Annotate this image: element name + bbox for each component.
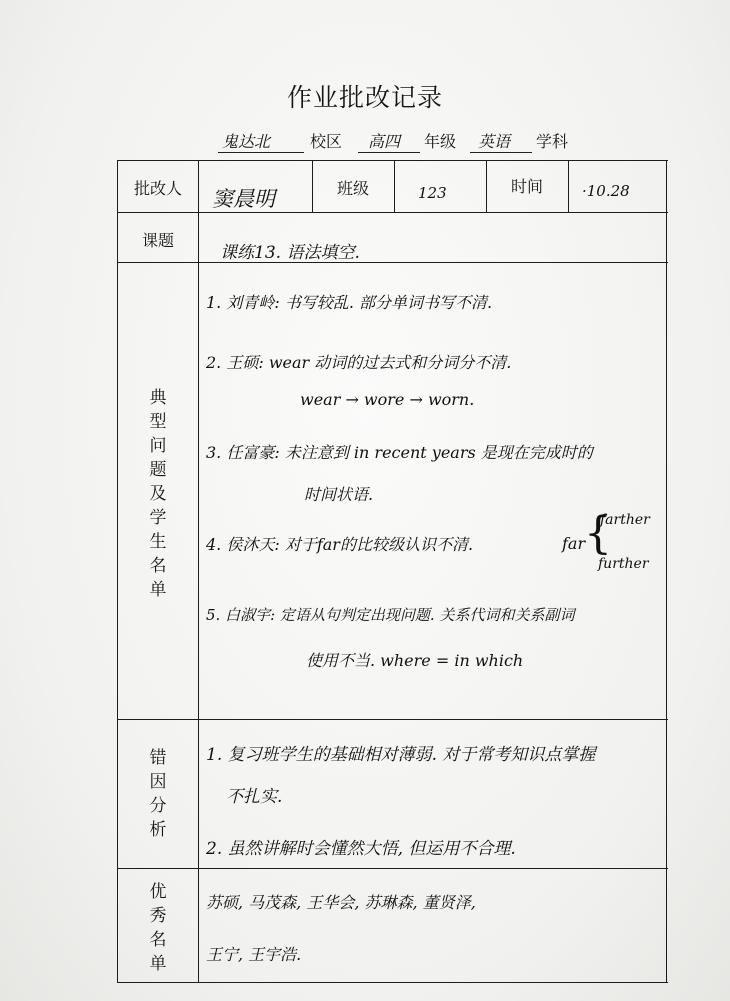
col-divider bbox=[312, 160, 313, 212]
table-right-border bbox=[666, 160, 667, 983]
grader-value: 窦晨明 bbox=[212, 187, 275, 211]
problem-line: 使用不当. where = in which bbox=[306, 651, 524, 670]
col-divider bbox=[568, 160, 569, 212]
problem-line: wear → wore → worn. bbox=[300, 390, 475, 409]
farther-word: farther bbox=[600, 512, 650, 528]
excellent-label: 优秀名单 bbox=[149, 882, 167, 974]
subject-label: 学科 bbox=[536, 132, 569, 151]
problem-line: 2. 王硕: wear 动词的过去式和分词分不清. bbox=[206, 353, 512, 372]
brace-symbol: { bbox=[584, 508, 612, 559]
time-value: ·10.28 bbox=[582, 182, 630, 200]
row-divider bbox=[117, 719, 668, 720]
problem-line: 时间状语. bbox=[304, 485, 374, 504]
col-divider bbox=[486, 160, 487, 212]
label-column-divider bbox=[198, 160, 199, 983]
row-divider bbox=[117, 868, 668, 869]
campus-label: 校区 bbox=[310, 132, 343, 151]
row-divider bbox=[117, 212, 668, 213]
problems-label: 典型问题及学生名单 bbox=[149, 388, 167, 600]
page-title: 作业批改记录 bbox=[286, 83, 443, 112]
problem-line: 3. 任富豪: 未注意到 in recent years 是现在完成时的 bbox=[206, 443, 593, 462]
problem-line: 1. 刘青岭: 书写较乱. 部分单词书写不清. bbox=[206, 293, 493, 312]
table-left-border bbox=[117, 160, 118, 983]
row-divider bbox=[117, 262, 668, 263]
problem-line: 5. 白淑宇: 定语从句判定出现问题. 关系代词和关系副词 bbox=[206, 606, 575, 624]
table-bottom-border bbox=[117, 982, 668, 983]
topic-label: 课题 bbox=[141, 231, 174, 250]
time-label: 时间 bbox=[510, 177, 543, 196]
causes-label: 错因分析 bbox=[149, 748, 167, 840]
cause-line: 1. 复习班学生的基础相对薄弱. 对于常考知识点掌握 bbox=[206, 745, 596, 765]
topic-value: 课练13. 语法填空. bbox=[220, 243, 360, 263]
cause-line: 不扎实. bbox=[226, 787, 283, 807]
campus-value: 鬼达北 bbox=[222, 132, 271, 151]
problem-line: 4. 侯沐天: 对于far的比较级认识不清. bbox=[206, 535, 474, 554]
cause-line: 2. 虽然讲解时会懂然大悟, 但运用不合理. bbox=[206, 839, 516, 859]
class-value: 123 bbox=[418, 184, 447, 202]
class-label: 班级 bbox=[336, 179, 369, 198]
further-word: further bbox=[598, 556, 649, 572]
subject-value: 英语 bbox=[478, 132, 511, 151]
excellent-line: 王宁, 王宇浩. bbox=[206, 945, 302, 964]
grader-label: 批改人 bbox=[133, 179, 182, 198]
grade-value: 高四 bbox=[368, 132, 401, 151]
excellent-line: 苏硕, 马茂森, 王华会, 苏琳森, 董贤泽, bbox=[206, 893, 476, 912]
table-top-border bbox=[117, 160, 668, 161]
grade-label: 年级 bbox=[424, 132, 457, 151]
far-word: far bbox=[562, 534, 586, 553]
col-divider bbox=[394, 160, 395, 212]
